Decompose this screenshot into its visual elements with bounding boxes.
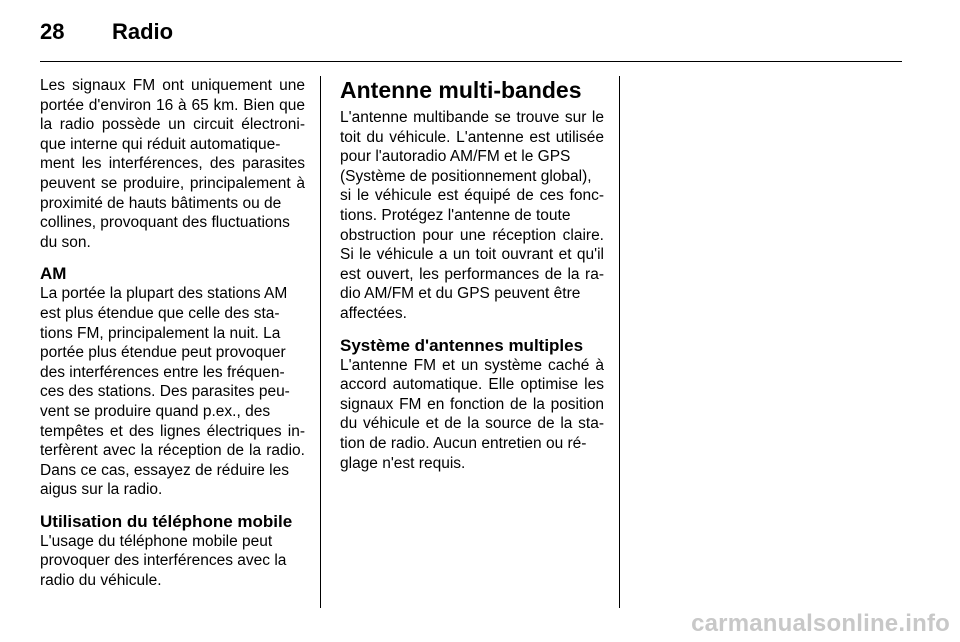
am-line: La portée la plupart des stations AM [40, 285, 288, 303]
phone-line: L'usage du téléphone mobile peut [40, 532, 273, 550]
intro-line: portée d'environ 16 à 65 km. Bien que [40, 96, 305, 114]
multi-antenna-paragraph [340, 356, 604, 474]
am-line: tempêtes et des lignes électriques in- [40, 422, 305, 440]
antenna-line: tions. Protégez l'antenne de toute [340, 206, 571, 224]
page-title: Radio [112, 19, 174, 44]
antenna-line: Si le véhicule a un toit ouvrant et qu'il [340, 246, 604, 264]
multi-line: accord automatique. Elle optimise les [340, 376, 604, 394]
intro-paragraph [40, 76, 305, 252]
phone-line: radio du véhicule. [40, 572, 162, 590]
antenna-line: obstruction pour une réception claire. [340, 226, 604, 244]
antenna-line: L'antenne multibande se trouve sur le [340, 109, 604, 126]
antenna-line: affectées. [340, 304, 407, 322]
section-heading-am: AM [40, 264, 67, 284]
antenna-line: pour l'autoradio AM/FM et le GPS [340, 148, 571, 166]
am-line: portée plus étendue peut provoquer [40, 344, 286, 362]
column-divider [320, 76, 321, 608]
am-paragraph [40, 284, 305, 500]
intro-line: du son. [40, 233, 91, 251]
am-line: est plus étendue que celle des sta- [40, 304, 280, 322]
am-line: tions FM, principalement la nuit. La [40, 324, 281, 342]
multi-line: tion de radio. Aucun entretien ou ré- [340, 434, 587, 452]
section-heading-multi-antenna: Système d'antennes multiples [340, 335, 584, 355]
column-left [40, 76, 305, 591]
am-line: Dans ce cas, essayez de réduire les [40, 461, 289, 479]
antenna-line: (Système de positionnement global), [340, 167, 592, 185]
antenna-line: est ouvert, les performances de la ra- [340, 265, 604, 283]
intro-line: que interne qui réduit automatique- [40, 135, 281, 153]
antenna-line: dio AM/FM et du GPS peuvent être [340, 285, 581, 303]
intro-line: la radio possède un circuit électroni- [40, 116, 305, 134]
header-rule [40, 61, 902, 62]
section-heading-phone: Utilisation du téléphone mobile [40, 511, 293, 531]
multi-line: signaux FM en fonction de la position [340, 395, 604, 413]
phone-paragraph [40, 532, 305, 591]
am-line: vent se produire quand p.ex., des [40, 402, 271, 420]
am-line: ces des stations. Des parasites peu- [40, 383, 290, 401]
antenna-line: toit du véhicule. L'antenne est utilisée [340, 128, 604, 146]
intro-line: collines, provoquant des fluctuations [40, 214, 290, 232]
column-middle [340, 76, 604, 473]
intro-line: proximité de hauts bâtiments ou de [40, 194, 282, 212]
watermark: carmanualsonline.info [691, 610, 950, 637]
multi-line: du véhicule et de la source de la sta- [340, 415, 604, 433]
multi-line: glage n'est requis. [340, 454, 466, 472]
antenna-paragraph [340, 108, 604, 324]
phone-line: provoquer des interférences avec la [40, 552, 287, 570]
intro-line: peuvent se produire, principalement à [40, 174, 305, 192]
am-line: des interférences entre les fréquen- [40, 363, 285, 381]
antenna-line: si le véhicule est équipé de ces fonc- [340, 187, 604, 205]
am-line: terfèrent avec la réception de la radio. [40, 442, 305, 460]
page-header [40, 18, 173, 46]
column-divider [619, 76, 620, 608]
intro-line: Les signaux FM ont uniquement une [40, 77, 305, 94]
multi-line: L'antenne FM et un système caché à [340, 356, 604, 374]
section-heading-antenna: Antenne multi-bandes [340, 77, 582, 103]
page-number: 28 [40, 19, 65, 44]
am-line: aigus sur la radio. [40, 481, 163, 499]
intro-line: ment les interférences, des parasites [40, 155, 305, 173]
